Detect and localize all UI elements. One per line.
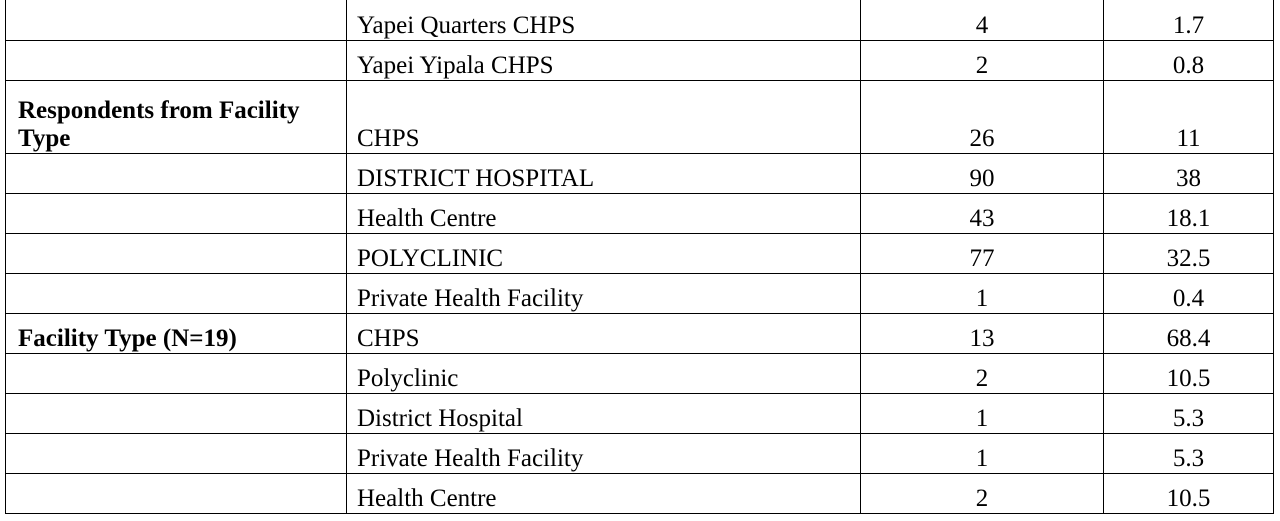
category-cell	[6, 393, 347, 433]
percent-cell: 0.8	[1104, 40, 1274, 80]
count-cell: 90	[861, 153, 1104, 193]
percent-cell: 10.5	[1104, 473, 1274, 513]
table-row	[6, 313, 1274, 353]
category-cell	[6, 353, 347, 393]
table-row	[6, 40, 1274, 80]
count-cell: 77	[861, 233, 1104, 273]
count-cell: 43	[861, 193, 1104, 233]
count-cell: 2	[861, 473, 1104, 513]
table-row	[6, 393, 1274, 433]
category-cell	[6, 233, 347, 273]
item-cell: CHPS	[347, 313, 861, 353]
percent-cell: 68.4	[1104, 313, 1274, 353]
count-cell: 26	[861, 80, 1104, 153]
item-cell: CHPS	[347, 80, 861, 153]
item-cell: Health Centre	[347, 193, 861, 233]
item-cell: Private Health Facility	[347, 433, 861, 473]
table-row	[6, 193, 1274, 233]
table-row	[6, 433, 1274, 473]
percent-cell: 1.7	[1104, 0, 1274, 40]
percent-cell: 38	[1104, 153, 1274, 193]
category-cell	[6, 473, 347, 513]
percent-cell: 18.1	[1104, 193, 1274, 233]
percent-cell: 32.5	[1104, 233, 1274, 273]
table-row	[6, 0, 1274, 40]
table-row	[6, 233, 1274, 273]
item-cell: Health Centre	[347, 473, 861, 513]
data-table	[5, 0, 1274, 514]
item-cell: Yapei Yipala CHPS	[347, 40, 861, 80]
category-cell	[6, 153, 347, 193]
percent-cell: 0.4	[1104, 273, 1274, 313]
count-cell: 1	[861, 433, 1104, 473]
table-row	[6, 153, 1274, 193]
count-cell: 2	[861, 40, 1104, 80]
category-cell: Respondents from Facility Type	[6, 80, 347, 153]
percent-cell: 10.5	[1104, 353, 1274, 393]
count-cell: 1	[861, 273, 1104, 313]
table-row	[6, 353, 1274, 393]
count-cell: 4	[861, 0, 1104, 40]
category-cell	[6, 40, 347, 80]
category-cell	[6, 433, 347, 473]
percent-cell: 11	[1104, 80, 1274, 153]
item-cell: Yapei Quarters CHPS	[347, 0, 861, 40]
table-row	[6, 273, 1274, 313]
percent-cell: 5.3	[1104, 433, 1274, 473]
category-cell	[6, 0, 347, 40]
item-cell: Private Health Facility	[347, 273, 861, 313]
percent-cell: 5.3	[1104, 393, 1274, 433]
item-cell: POLYCLINIC	[347, 233, 861, 273]
item-cell: DISTRICT HOSPITAL	[347, 153, 861, 193]
count-cell: 13	[861, 313, 1104, 353]
item-cell: District Hospital	[347, 393, 861, 433]
table-row	[6, 473, 1274, 513]
table-row	[6, 80, 1274, 153]
item-cell: Polyclinic	[347, 353, 861, 393]
category-cell: Facility Type (N=19)	[6, 313, 347, 353]
count-cell: 2	[861, 353, 1104, 393]
count-cell: 1	[861, 393, 1104, 433]
category-cell	[6, 193, 347, 233]
category-cell	[6, 273, 347, 313]
